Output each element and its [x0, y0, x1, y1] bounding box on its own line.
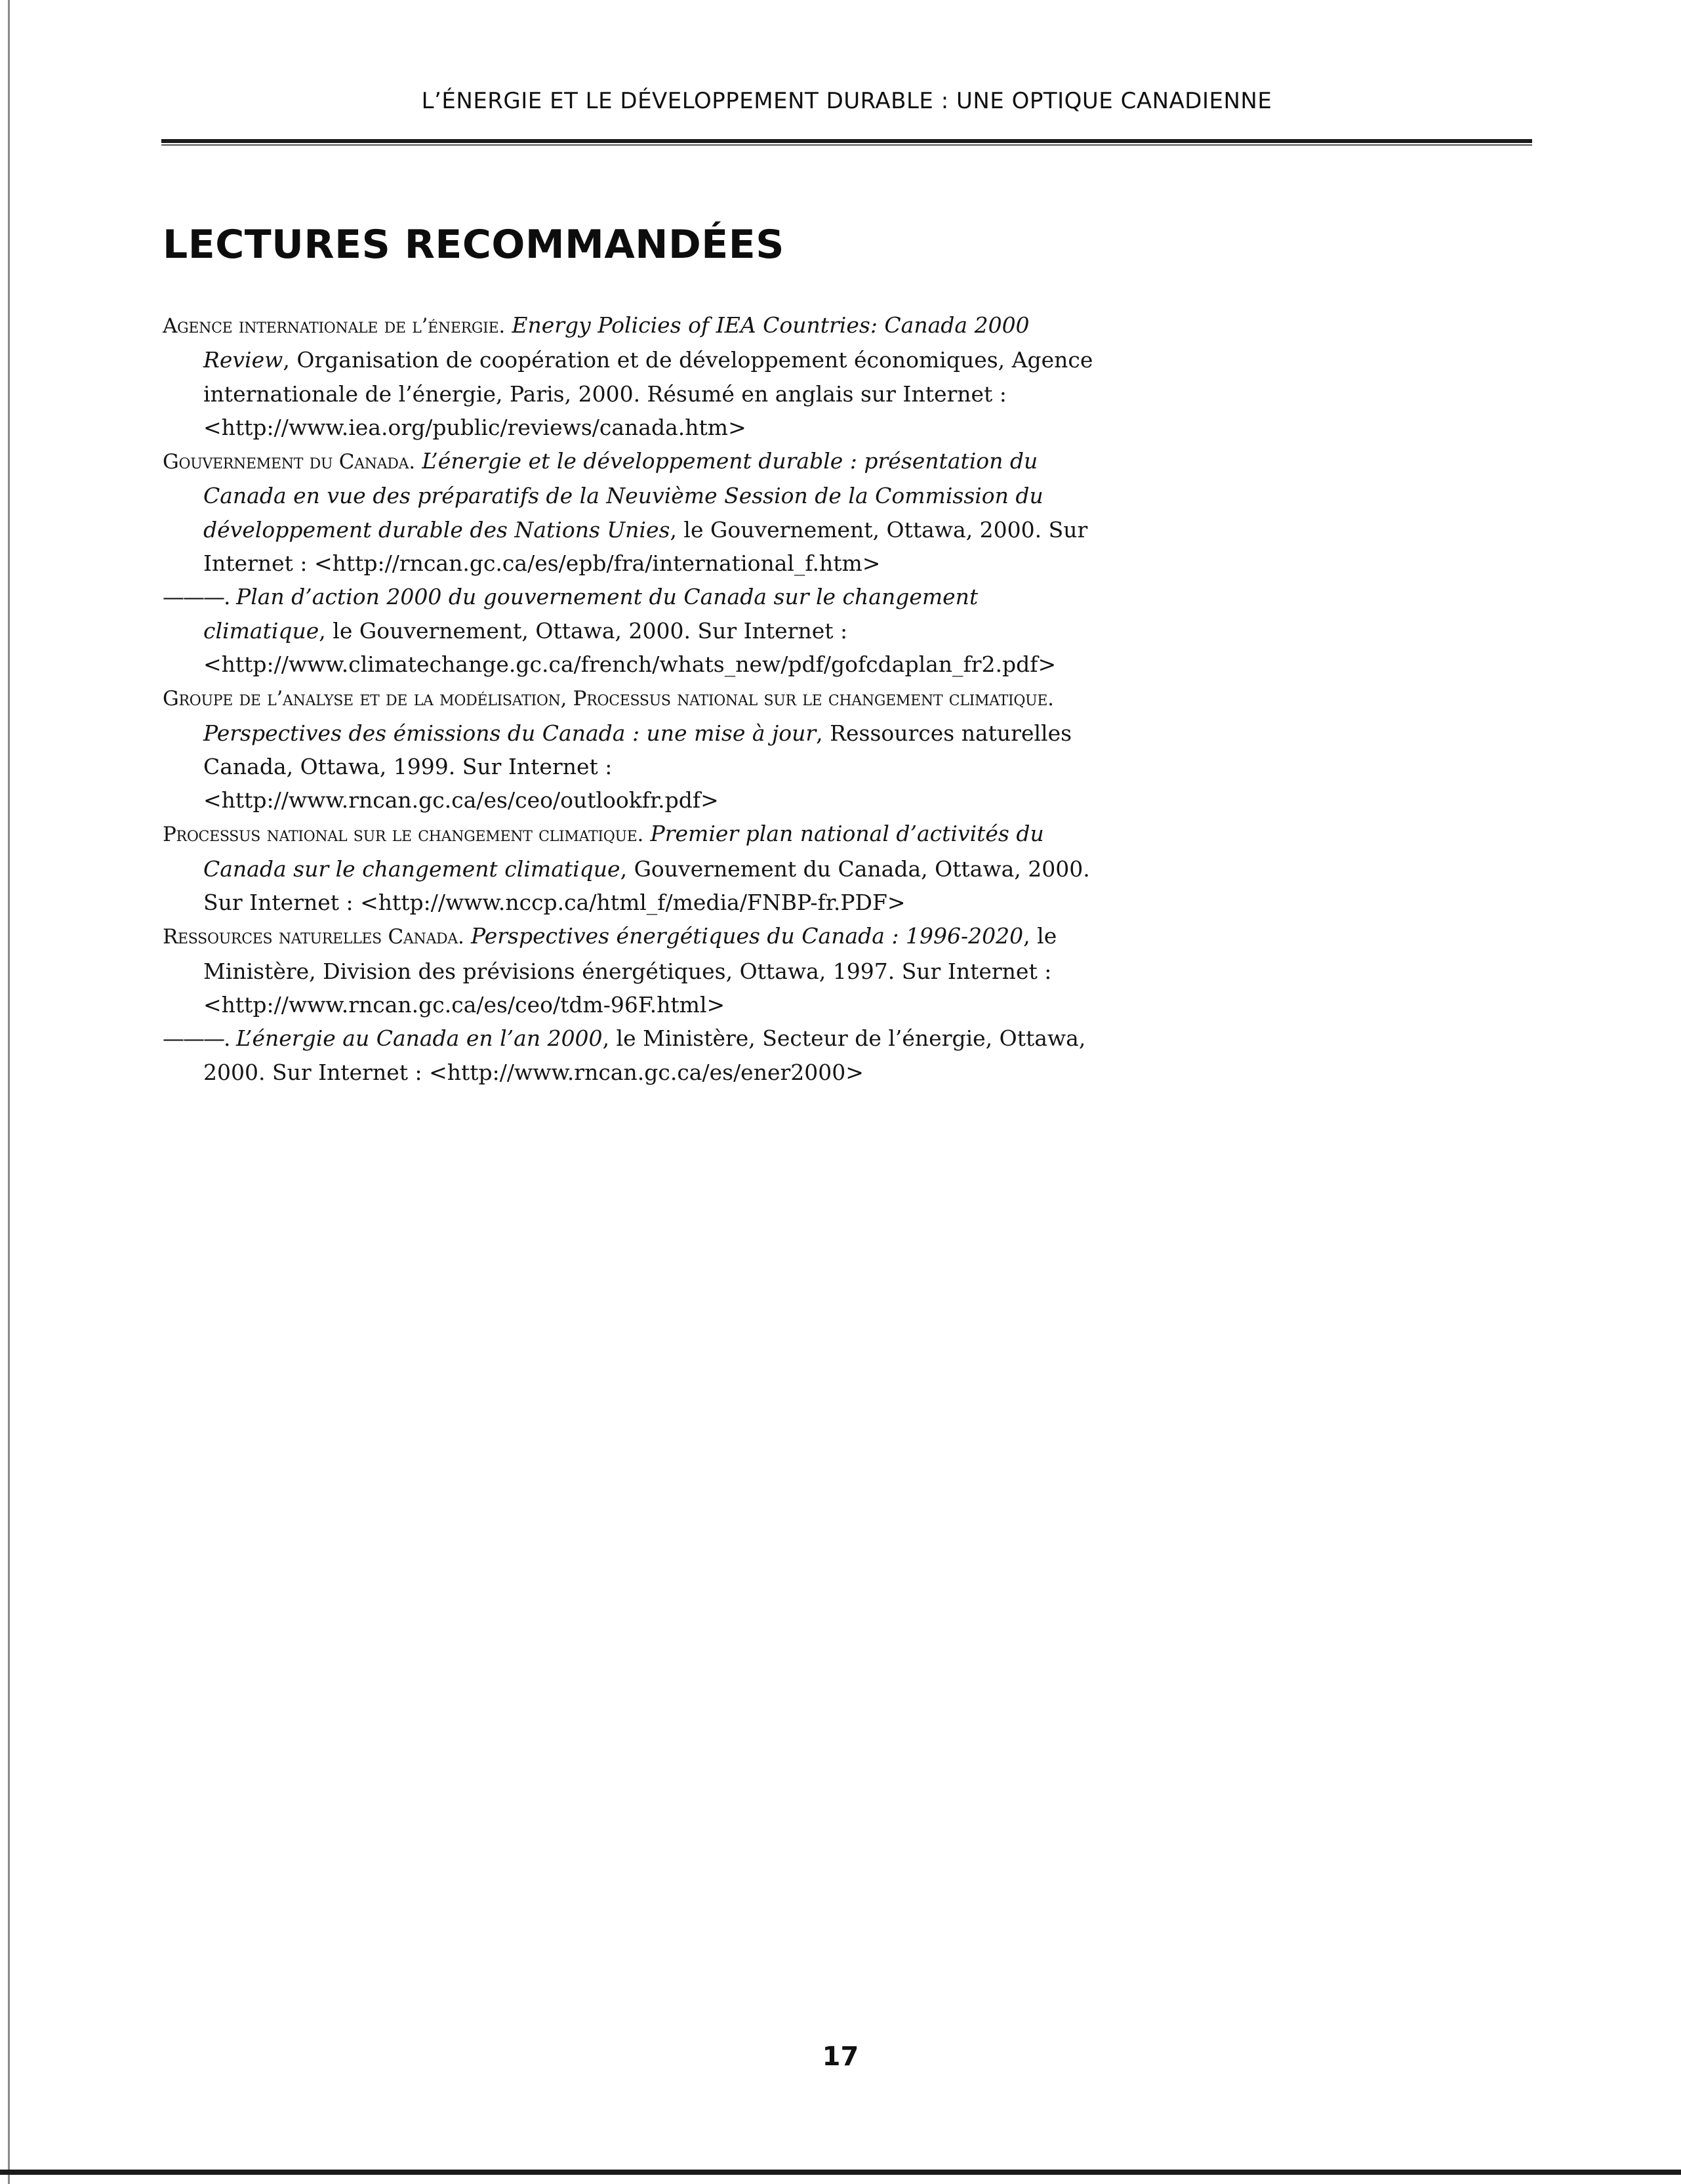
reference-details: , le Ministère, Division des prévisions énergétiques, Ottawa, 1997. Sur Internet : <http://www.rncan.gc.ca/es/ceo/tdm-96F.html> [203, 923, 1057, 1018]
reference-entry [163, 919, 1094, 1021]
reference-author: Ressources naturelles Canada. [163, 925, 464, 949]
reference-title: Premier plan national d’activités du Canada sur le changement climatique [203, 821, 1044, 882]
reference-entry [163, 444, 1094, 580]
section-title: LECTURES RECOMMANDÉES [163, 222, 784, 268]
reference-details: , Gouvernement du Canada, Ottawa, 2000. Sur Internet : <http://www.nccp.ca/html_f/media/FNBP-fr.PDF> [203, 855, 1090, 916]
reference-entry [163, 681, 1094, 817]
reference-author: Gouvernement du Canada. [163, 450, 415, 474]
reference-title: Perspectives des émissions du Canada : une mise à jour [203, 720, 817, 746]
header-rule-thick [161, 139, 1532, 143]
reference-author-repeat-dash: ———. [163, 584, 230, 610]
bottom-scan-rule [0, 2170, 1681, 2175]
reference-details: , Ressources naturelles Canada, Ottawa, 1999. Sur Internet : <http://www.rncan.gc.ca/es/ceo/outlookfr.pdf> [203, 720, 1072, 814]
reference-entry [163, 817, 1094, 919]
reference-list [163, 308, 1094, 1089]
header-rule [161, 139, 1532, 147]
header-rule-thin [161, 144, 1532, 146]
reference-title: Perspectives énergétiques du Canada : 1996-2020 [471, 923, 1024, 949]
reference-title: Plan d’action 2000 du gouvernement du Canada sur le changement climatique [203, 584, 979, 644]
page-number: 17 [822, 2042, 859, 2072]
reference-author: Groupe de l’analyse et de la modélisation, Processus national sur le changement climatique. [163, 687, 1054, 711]
reference-title: Energy Policies of IEA Countries: Canada 2000 Review [203, 312, 1030, 373]
scan-edge-line [8, 0, 10, 2184]
reference-details: , le Ministère, Secteur de l’énergie, Ottawa, 2000. Sur Internet : <http://www.rncan.gc.ca/es/ener2000> [203, 1025, 1086, 1085]
reference-entry [163, 308, 1094, 444]
reference-details: , le Gouvernement, Ottawa, 2000. Sur Internet : <http://rncan.gc.ca/es/epb/fra/international_f.htm> [203, 516, 1088, 577]
reference-title: L’énergie au Canada en l’an 2000 [236, 1025, 603, 1052]
reference-details: , le Gouvernement, Ottawa, 2000. Sur Internet : <http://www.climatechange.gc.ca/french/whats_new/pdf/gofcdaplan_fr2.pdf> [203, 617, 1057, 677]
reference-author-repeat-dash: ———. [163, 1025, 230, 1052]
reference-title: L’énergie et le développement durable : présentation du Canada en vue des préparatifs de la Neuvième Session de la Commission du développement durable des Nations Unies [203, 448, 1043, 543]
reference-author: Processus national sur le changement climatique. [163, 823, 644, 847]
running-header: L’ÉNERGIE ET LE DÉVELOPPEMENT DURABLE : UNE OPTIQUE CANADIENNE [421, 88, 1272, 114]
reference-entry [163, 580, 1094, 681]
reference-author: Agence internationale de l’énergie. [163, 314, 505, 338]
reference-entry [163, 1021, 1094, 1089]
reference-details: , Organisation de coopération et de développement économiques, Agence internationale de l’énergie, Paris, 2000. Résumé en anglais sur Internet : <http://www.iea.org/public/reviews/canada.htm> [203, 347, 1093, 440]
